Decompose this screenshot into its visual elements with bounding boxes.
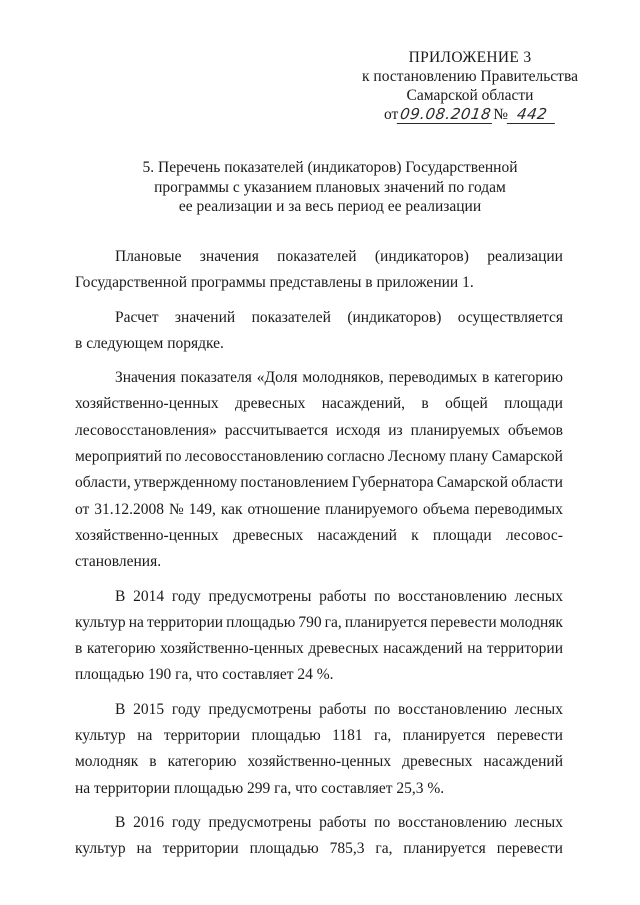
word: насаждений: [317, 526, 397, 544]
word: «Доля: [256, 369, 298, 387]
word: молодняк: [75, 753, 139, 771]
text-line: [75, 470, 563, 496]
word: перевести: [496, 727, 563, 745]
text-line: [75, 723, 563, 749]
word: площадью: [251, 727, 321, 745]
text-line: [75, 305, 563, 331]
word: хозяйственно-ценных: [247, 753, 392, 771]
text-line: в следующем порядке.: [75, 334, 224, 352]
word: лесовос-: [505, 526, 563, 544]
word: Значения: [115, 369, 176, 387]
word: осуществляется: [457, 308, 563, 326]
word: В: [115, 587, 126, 605]
word: предусмотрены: [208, 813, 312, 831]
word: на: [128, 613, 144, 631]
word: Лесному: [388, 448, 446, 466]
word: работы: [319, 813, 367, 831]
word: в: [421, 395, 429, 413]
word: 31.12.2008: [94, 500, 165, 518]
number-prefix: №: [493, 106, 508, 123]
word: площади: [432, 526, 492, 544]
word: восстановлению: [397, 813, 507, 831]
word: древесных: [402, 753, 473, 771]
text-line: [75, 418, 563, 444]
text-line: [75, 836, 563, 862]
word: планируемых: [410, 421, 501, 439]
word: перевести: [430, 613, 497, 631]
word: молодняков,: [302, 369, 384, 387]
word: показателей: [277, 248, 357, 265]
word: значений: [174, 308, 236, 326]
text-line: [75, 391, 563, 417]
section-title-line-3: ее реализации и за весь период ее реализации: [178, 198, 482, 215]
handwritten-date: 09.08.2018: [397, 107, 494, 124]
word: общей: [445, 395, 488, 413]
word: категорию: [167, 753, 237, 771]
appendix-region-line: Самарской области: [406, 87, 534, 104]
word: площади: [504, 395, 563, 413]
word: древесных: [308, 640, 379, 658]
word: показателя: [180, 369, 252, 387]
document-body: [75, 244, 563, 863]
word: категорию: [86, 640, 156, 658]
word: насаждений,: [321, 395, 406, 413]
word: территории: [163, 727, 240, 745]
text-line: [75, 497, 563, 523]
word: в: [75, 640, 83, 658]
word: к: [411, 526, 419, 544]
word: лесовосстановления»: [75, 421, 217, 439]
text-line: [75, 749, 563, 775]
word: культур: [75, 840, 126, 858]
word: по: [374, 587, 391, 605]
word: планируемого: [325, 500, 418, 518]
section-title-line-1: 5. Перечень показателей (индикаторов) Государственной: [142, 159, 518, 176]
word: планируется: [403, 840, 486, 858]
word: лесных: [514, 587, 563, 605]
word: на: [137, 727, 153, 745]
paragraph: [75, 697, 563, 802]
word: переводимых: [474, 500, 563, 518]
word: в: [481, 369, 490, 387]
word: га,: [375, 840, 393, 858]
paragraph: [75, 810, 563, 863]
date-prefix: от: [383, 106, 399, 123]
appendix-date-line: [384, 105, 556, 124]
paragraph: [75, 305, 563, 358]
text-line: площадью 190 га, что составляет 24 %.: [75, 666, 334, 684]
word: га,: [374, 727, 392, 745]
text-line: становления.: [75, 553, 162, 571]
word: территории: [162, 840, 239, 858]
word: хозяйственно-ценных: [75, 526, 219, 544]
word: 2015: [133, 700, 165, 718]
word: Самарской: [491, 448, 563, 466]
word: работы: [319, 700, 367, 718]
appendix-header: [360, 48, 580, 124]
word: молодняк: [499, 613, 563, 631]
word: 2014: [133, 587, 165, 605]
word: утвержденному: [133, 474, 238, 492]
word: реализации: [487, 248, 563, 265]
word: культур: [75, 613, 126, 631]
word: территории: [146, 613, 224, 631]
text-line: [75, 810, 563, 836]
word: по: [374, 813, 391, 831]
word: насаждений: [483, 753, 563, 771]
text-line: [75, 584, 563, 610]
word: 1181: [332, 727, 363, 745]
paragraph: [75, 365, 563, 575]
word: 149,: [188, 500, 216, 518]
word: году: [171, 700, 201, 718]
word: Губернатора: [351, 474, 434, 492]
appendix-resolution-line: к постановлению Правительства: [362, 68, 578, 85]
word: территории: [486, 640, 563, 658]
word: насаждений: [383, 640, 463, 658]
text-line: [75, 610, 563, 636]
word: восстановлению: [397, 587, 507, 605]
word: из: [388, 421, 403, 439]
word: мероприятий: [75, 448, 163, 466]
word: планируется: [344, 613, 428, 631]
word: значения: [199, 248, 259, 265]
word: исходя: [335, 421, 381, 439]
word: переводимых: [388, 369, 478, 387]
word: постановлением: [240, 474, 349, 492]
text-line: [75, 523, 563, 549]
paragraph: [75, 584, 563, 689]
word: объема: [422, 500, 470, 518]
word: Расчет: [115, 308, 159, 326]
word: лесных: [514, 813, 563, 831]
word: Самарской: [436, 474, 508, 492]
word: отношение: [247, 500, 321, 518]
word: древесных: [235, 395, 306, 413]
word: В: [115, 813, 126, 831]
text-line: [75, 365, 563, 391]
word: от: [75, 500, 90, 518]
word: на: [467, 640, 483, 658]
word: хозяйственно-ценных: [75, 395, 219, 413]
section-title-line-2: программы с указанием плановых значений по годам: [154, 178, 506, 196]
word: (индикаторов): [374, 248, 469, 265]
word: №: [168, 500, 184, 518]
word: площадью: [249, 840, 319, 858]
word: области,: [75, 474, 131, 492]
word: категорию: [494, 369, 563, 387]
word: по: [165, 448, 182, 466]
handwritten-number: 442: [507, 107, 557, 124]
word: в: [149, 753, 157, 771]
word: культур: [75, 727, 126, 745]
text-line: на территории площадью 299 га, что составляет 25,3 %.: [75, 779, 445, 797]
word: площадью: [226, 613, 296, 631]
text-line: [75, 697, 563, 723]
word: работы: [319, 587, 367, 605]
word: 785,3: [329, 840, 365, 858]
word: перевести: [496, 840, 563, 858]
word: плану: [449, 448, 489, 466]
section-title: [80, 158, 580, 217]
word: на: [136, 840, 152, 858]
word: году: [171, 813, 201, 831]
word: В: [115, 700, 126, 718]
word: по: [374, 700, 391, 718]
word: Плановые: [115, 248, 182, 265]
word: планируется: [402, 727, 486, 745]
text-line: [75, 244, 563, 270]
text-line: [75, 444, 563, 470]
word: лесовосстановлению: [184, 448, 324, 466]
word: рассчитывается: [224, 421, 328, 439]
paragraph: [75, 244, 563, 297]
word: га,: [324, 613, 342, 631]
word: восстановлению: [397, 700, 507, 718]
appendix-title: ПРИЛОЖЕНИЕ 3: [408, 49, 532, 66]
word: области: [511, 474, 563, 492]
word: предусмотрены: [208, 587, 312, 605]
word: предусмотрены: [208, 700, 312, 718]
word: 2016: [133, 813, 165, 831]
text-line: [75, 636, 563, 662]
text-line: Государственной программы представлены в приложении 1.: [75, 274, 474, 292]
word: лесных: [514, 700, 563, 718]
word: году: [171, 587, 201, 605]
word: как: [220, 500, 243, 518]
word: объемов: [507, 421, 563, 439]
word: согласно: [326, 448, 385, 466]
word: хозяйственно-ценных: [160, 640, 304, 658]
word: древесных: [232, 526, 304, 544]
word: (индикаторов): [347, 308, 442, 326]
word: показателей: [251, 308, 331, 326]
word: 790: [298, 613, 322, 631]
